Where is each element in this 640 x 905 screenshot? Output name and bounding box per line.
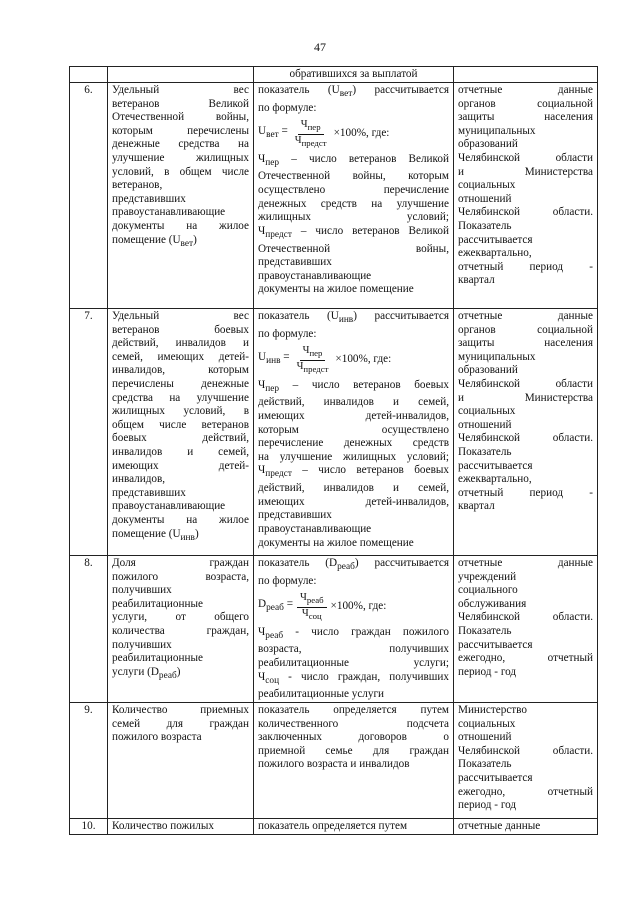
row-number: 6. [70,83,108,309]
table-row [70,556,598,703]
source-line: защиты населения [458,111,593,124]
description-line: Отечественной войны, которым [258,170,449,183]
formula [258,345,449,374]
source-line: рассчитывается [458,459,533,472]
indicator-description [254,309,454,556]
indicator-source [454,703,598,819]
source-line: органов социальной [458,323,593,336]
source-line: отчетные данные [458,84,593,96]
description-line: действий, инвалидов и семей, [258,396,449,409]
name-line: жилищных условий, в [112,405,249,418]
row-number: 9. [70,703,108,819]
description-line: $Ч_{пер}$ – число ветеранов боевых [258,378,449,394]
description-line: имеющих детей-инвалидов, [258,495,449,508]
name-line: получивших [112,638,172,651]
name-line: услуги, от общего [112,611,249,624]
indicator-description [254,703,454,819]
name-line: пожилого возраста, [112,570,249,583]
indicator-source [454,309,598,556]
source-line: рассчитывается [458,233,533,246]
table-row-continuation [70,67,598,83]
source-line: Показатель [458,445,512,458]
source-line: Показатель [458,624,512,637]
description-line: по формуле: [258,574,317,587]
description-line: жилищных условий; [258,211,449,224]
formula-rhs: ×100%, где: [330,600,387,613]
description-line: действий, инвалидов и семей, [258,482,449,495]
cell-name [108,67,254,83]
name-line: инвалидов и семей, [112,445,249,458]
source-line: и Министерства [458,165,593,178]
source-line: органов социальной [458,97,593,110]
source-line: отчетный период - [458,486,593,499]
source-line: муниципальных [458,124,536,137]
formula [258,119,449,148]
description-line: реабилитационные услуги [258,688,385,701]
name-line: Отечественной войны, [112,111,249,124]
description-line: показатель определяется путем [258,704,449,717]
cell-description [254,67,454,83]
source-line: социального [458,584,518,597]
name-line: Количество приемных [112,704,249,717]
source-line: отчетные данные [458,820,541,833]
description-line: которым осуществлено [258,423,449,436]
description-line: по формуле: [258,101,317,114]
description-line: перечисление денежных средств [258,437,449,450]
source-line: ежеквартально, [458,473,532,486]
description-line: заключенных договоров о [258,731,449,744]
name-line: представивших [112,486,186,499]
source-line: отношений [458,731,512,744]
name-line: представивших [112,192,186,205]
description-line: представивших [258,509,332,522]
name-line: которым перечислены [112,124,249,137]
source-line: Показатель [458,219,512,232]
description-line: документы на жилое помещение [258,536,414,549]
source-line: социальных [458,179,516,192]
description-line: пожилого возраста и инвалидов [258,758,410,771]
source-line: ежегодно, отчетный [458,785,593,798]
formula [258,592,449,621]
source-line: Челябинской области. [458,206,593,219]
description-line: имеющих детей-инвалидов, [258,410,449,423]
description-line: $Ч_{предст}$ – число ветеранов Великой [258,224,449,241]
row-number: 8. [70,556,108,703]
description-line: $Ч_{реаб}$ - число граждан пожилого [258,625,449,641]
cell-num [70,67,108,83]
source-line: Челябинской области. [458,432,593,445]
page-number: 47 [314,40,326,54]
source-line: ежеквартально, [458,247,532,260]
formula-rhs: ×100%, где: [333,127,390,140]
source-line: Челябинской области. [458,744,593,757]
indicator-description [254,819,454,835]
name-line: семей для граждан [112,717,249,730]
name-line: имеющих детей- [112,459,249,472]
source-line: отношений [458,418,512,431]
name-line: общем числе ветеранов [112,418,249,431]
source-line: обслуживания [458,597,527,610]
source-line: социальных [458,717,516,730]
name-line: помещение $(U_{вет})$ [112,233,197,249]
description-line: возраста, получивших [258,643,449,656]
formula-lhs: $D_{реаб}$ = [258,598,294,614]
indicator-name [108,703,254,819]
formula-numerator: $Ч_{реаб}$ [297,592,327,607]
name-line: действий, инвалидов и [112,337,249,350]
table-row [70,703,598,819]
formula-denominator: $Ч_{предст}$ [294,134,327,148]
name-line: получивших [112,584,172,597]
formula-lhs: $U_{инв}$ = [258,351,290,367]
description-line: показатель $(U_{инв})$ рассчитывается [258,310,449,326]
formula-fraction [297,592,327,621]
description-line: правоустанавливающие [258,269,372,282]
source-line: отчетные данные [458,310,593,322]
formula-numerator: $Ч_{пер}$ [300,345,326,360]
description-line: $Ч_{соц}$ - число граждан, получивших [258,670,449,686]
cell-source [454,67,598,83]
name-line: перечислены денежные [112,377,249,390]
table-row [70,819,598,835]
indicator-name [108,819,254,835]
source-line: образований [458,138,518,151]
table-row [70,83,598,309]
name-line: семей, имеющих детей- [112,350,249,363]
source-line: Челябинской области [458,377,593,390]
name-line: денежные средства на [112,138,249,151]
source-line: Челябинской области [458,151,593,164]
source-line: отношений [458,192,512,205]
formula-denominator: $Ч_{соц}$ [301,607,322,621]
indicator-source [454,83,598,309]
description-line: показатель $(U_{вет})$ рассчитывается [258,84,449,100]
indicator-source [454,819,598,835]
source-line: защиты населения [458,337,593,350]
formula-numerator: $Ч_{пер}$ [298,119,324,134]
formula-rhs: ×100%, где: [335,353,392,366]
formula-fraction [294,345,332,374]
name-line: количества граждан, [112,624,249,637]
formula-denominator: $Ч_{предст}$ [296,360,329,374]
indicator-name [108,556,254,703]
name-line: реабилитационные [112,597,203,610]
continuation-text: обратившихся за выплатой [289,68,418,80]
description-line: количественного подсчета [258,717,449,730]
name-line: ветеранов Великой [112,97,249,110]
description-line: $Ч_{пер}$ – число ветеранов Великой [258,152,449,168]
description-line: правоустанавливающие [258,523,372,536]
source-line: рассчитывается [458,772,533,785]
indicator-description [254,83,454,309]
indicator-name [108,83,254,309]
formula-lhs: $U_{вет}$ = [258,125,288,141]
name-line: документы на жилое [112,513,249,526]
name-line: Количество пожилых [112,820,214,833]
source-line: квартал [458,500,495,513]
description-line: по формуле: [258,327,317,340]
source-line: образований [458,364,518,377]
description-line: показатель определяется путем [258,820,408,833]
name-line: услуги $(D_{реаб})$ [112,665,181,681]
source-line: период - год [458,665,517,678]
source-line: и Министерства [458,391,593,404]
source-line: социальных [458,405,516,418]
name-line: Удельный вес [112,84,249,96]
name-line: боевых действий, [112,432,249,445]
name-line: правоустанавливающие [112,500,226,513]
name-line: правоустанавливающие [112,206,226,219]
description-line: представивших [258,256,332,269]
table-row [70,309,598,556]
source-line: рассчитывается [458,638,533,651]
indicator-name [108,309,254,556]
description-line: реабилитационные услуги; [258,657,449,670]
description-line: денежных средств на улучшение [258,197,449,210]
source-line: период - год [458,799,517,812]
description-line: приемной семье для граждан [258,744,449,757]
indicators-table [69,66,598,835]
description-line: документы на жилое помещение [258,283,414,296]
description-line: показатель $(D_{реаб})$ рассчитывается [258,557,449,573]
source-line: квартал [458,274,495,287]
source-line: Челябинской области. [458,611,593,624]
name-line: реабилитационные [112,652,203,665]
source-line: муниципальных [458,350,536,363]
row-number: 10. [70,819,108,835]
description-line: на улучшение жилищных условий; [258,450,449,463]
name-line: Доля граждан [112,557,249,569]
name-line: условий, в общем числе [112,165,249,178]
description-line: Отечественной войны, [258,242,449,255]
source-line: Министерство [458,704,527,717]
name-line: инвалидов, [112,473,166,486]
name-line: пожилого возраста [112,731,202,744]
source-line: отчетный период - [458,260,593,273]
formula-fraction [292,119,330,148]
source-line: отчетные данные [458,557,593,569]
indicator-source [454,556,598,703]
source-line: учреждений [458,570,517,583]
name-line: Удельный вес [112,310,249,322]
name-line: документы на жилое [112,219,249,232]
name-line: ветеранов, [112,179,163,192]
source-line: Показатель [458,758,512,771]
indicator-description [254,556,454,703]
description-line: $Ч_{предст}$ – число ветеранов боевых [258,464,449,480]
name-line: ветеранов боевых [112,323,249,336]
description-line: осуществлено перечисление [258,184,449,197]
name-line: помещение $(U_{инв})$ [112,527,199,543]
source-line: ежегодно, отчетный [458,652,593,665]
row-number: 7. [70,309,108,556]
name-line: улучшение жилищных [112,151,249,164]
name-line: средства на улучшение [112,391,249,404]
name-line: инвалидов, которым [112,364,249,377]
